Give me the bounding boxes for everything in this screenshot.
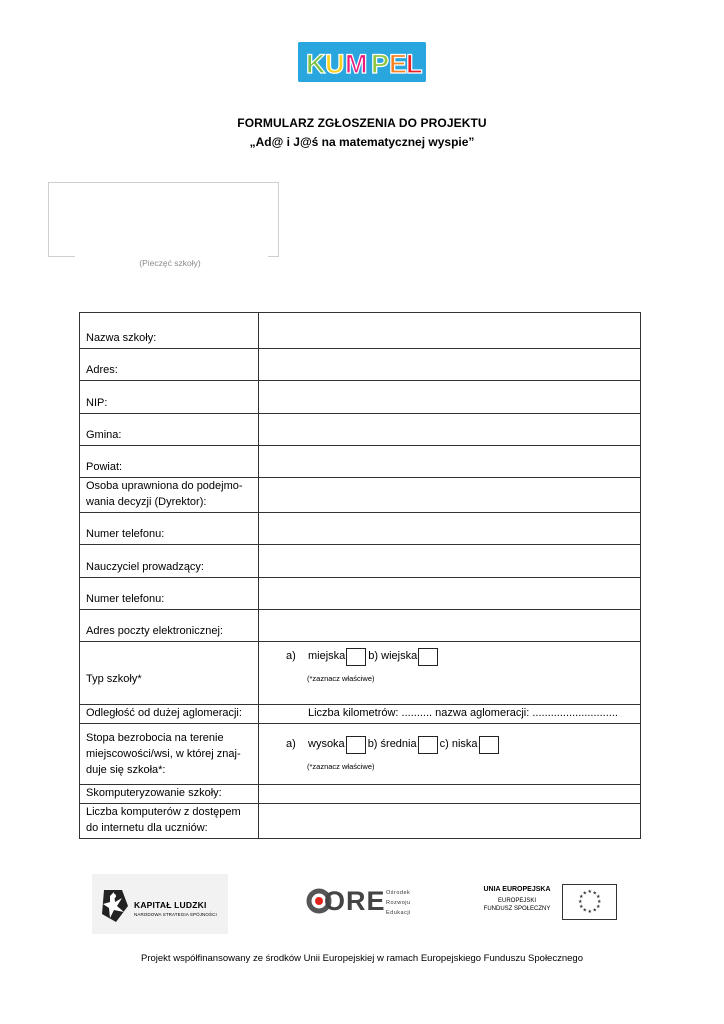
commune-field[interactable] bbox=[259, 414, 641, 446]
unemployment-label-line2: miejscowości/wsi, w której znaj- bbox=[86, 748, 241, 760]
ore-logo bbox=[306, 884, 416, 924]
kapital-ludzki-logo bbox=[92, 874, 228, 934]
authorized-person-field[interactable] bbox=[259, 478, 641, 513]
unemployment-note: (*zaznacz właściwe) bbox=[307, 762, 375, 771]
svg-text:E: E bbox=[389, 49, 408, 79]
svg-text:U: U bbox=[325, 49, 345, 79]
svg-text:P: P bbox=[371, 49, 390, 79]
computerization-label: Skomputeryzowanie szkoły: bbox=[80, 785, 259, 804]
email-label: Adres poczty elektronicznej: bbox=[80, 610, 259, 642]
svg-text:★: ★ bbox=[579, 894, 584, 900]
unemployment-label bbox=[80, 724, 259, 785]
svg-text:★: ★ bbox=[587, 909, 592, 915]
svg-text:★: ★ bbox=[582, 907, 587, 914]
school-stamp-area bbox=[48, 182, 279, 257]
svg-text:★: ★ bbox=[596, 894, 601, 900]
county-field[interactable] bbox=[259, 446, 641, 478]
authorized-person-label-line1: Osoba uprawniona do podejmo- bbox=[86, 480, 243, 492]
school-type-urban-checkbox[interactable] bbox=[346, 648, 366, 666]
unemployment-options bbox=[259, 724, 641, 785]
phone-label: Numer telefonu: bbox=[80, 513, 259, 545]
unemployment-low-checkbox[interactable] bbox=[479, 736, 499, 754]
kumpel-logo bbox=[298, 42, 426, 82]
unemployment-medium-checkbox[interactable] bbox=[418, 736, 438, 754]
kapital-ludzki-emblem-icon bbox=[100, 888, 130, 924]
cofinancing-note: Projekt współfinansowany ze środków Unii Europejskiej w ramach Europejskiego Funduszu Społecznego bbox=[141, 953, 583, 964]
svg-text:★: ★ bbox=[597, 899, 602, 905]
school-type-rural-checkbox[interactable] bbox=[418, 648, 438, 666]
teacher-field[interactable] bbox=[259, 545, 641, 578]
unemployment-label-line1: Stopa bezrobocia na terenie bbox=[86, 732, 224, 744]
nip-field[interactable] bbox=[259, 381, 641, 414]
svg-text:★: ★ bbox=[592, 907, 597, 914]
address-label: Adres: bbox=[80, 349, 259, 381]
ore-side-line3: Edukacji bbox=[386, 910, 411, 916]
computers-label bbox=[80, 804, 259, 839]
computerization-field[interactable] bbox=[259, 785, 641, 804]
svg-text:★: ★ bbox=[582, 890, 587, 897]
school-type-urban-label: miejska bbox=[308, 650, 346, 662]
svg-text:K: K bbox=[306, 49, 326, 79]
county-label: Powiat: bbox=[80, 446, 259, 478]
phone-field[interactable] bbox=[259, 513, 641, 545]
unemployment-low-label: c) niska bbox=[439, 738, 478, 750]
unemployment-medium-label: b) średnia bbox=[367, 738, 417, 750]
commune-label: Gmina: bbox=[80, 414, 259, 446]
kapital-ludzki-subtitle: NARODOWA STRATEGIA SPÓJNOŚCI bbox=[134, 912, 217, 917]
svg-text:★: ★ bbox=[596, 904, 601, 910]
school-type-options bbox=[259, 642, 641, 705]
school-type-note: (*zaznacz właściwe) bbox=[307, 674, 375, 683]
project-name: „Ad@ i J@ś na matematycznej wyspie” bbox=[249, 135, 475, 149]
computers-label-line1: Liczba komputerów z dostępem bbox=[86, 806, 241, 818]
unemployment-high-label: wysoka bbox=[308, 738, 345, 750]
kapital-ludzki-title: KAPITAŁ LUDZKI bbox=[134, 900, 207, 910]
computers-label-line2: do internetu dla uczniów: bbox=[86, 822, 208, 834]
sponsor-logos bbox=[0, 868, 724, 934]
eu-fund-line1: EUROPEJSKI bbox=[497, 898, 536, 904]
school-type-letter-a: a) bbox=[286, 650, 296, 662]
address-field[interactable] bbox=[259, 349, 641, 381]
school-stamp-label: (Pieczęć szkoły) bbox=[139, 258, 201, 268]
unemployment-high-checkbox[interactable] bbox=[346, 736, 366, 754]
svg-text:★: ★ bbox=[587, 889, 592, 895]
computers-field[interactable] bbox=[259, 804, 641, 839]
ore-side-line2: Rozwoju bbox=[386, 900, 411, 906]
form-title: FORMULARZ ZGŁOSZENIA DO PROJEKTU bbox=[237, 116, 487, 130]
authorized-person-label bbox=[80, 478, 259, 513]
svg-text:★: ★ bbox=[578, 899, 583, 905]
unemployment-label-line3: duje się szkoła*: bbox=[86, 764, 166, 776]
ore-wordmark: ORE bbox=[324, 886, 386, 916]
svg-text:M: M bbox=[345, 49, 368, 79]
svg-text:L: L bbox=[406, 49, 423, 79]
teacher-phone-field[interactable] bbox=[259, 578, 641, 610]
application-form-table bbox=[79, 312, 641, 839]
school-name-field[interactable] bbox=[259, 313, 641, 349]
nip-label: NIP: bbox=[80, 381, 259, 414]
eu-flag-icon bbox=[562, 884, 617, 920]
ore-side-text bbox=[386, 888, 411, 918]
ore-side-line1: Ośrodek bbox=[386, 890, 411, 896]
school-name-label: Nazwa szkoły: bbox=[80, 313, 259, 349]
school-type-rural-label: b) wiejska bbox=[368, 650, 418, 662]
school-type-label: Typ szkoły* bbox=[80, 642, 259, 705]
email-field[interactable] bbox=[259, 610, 641, 642]
svg-text:★: ★ bbox=[579, 904, 584, 910]
unemployment-letter-a: a) bbox=[286, 738, 296, 750]
eu-title: UNIA EUROPEJSKA bbox=[483, 886, 551, 893]
distance-field[interactable]: Liczba kilometrów: .......... nazwa aglomeracji: ............................ bbox=[259, 705, 641, 724]
distance-label: Odległość od dużej aglomeracji: bbox=[80, 705, 259, 724]
teacher-phone-label: Numer telefonu: bbox=[80, 578, 259, 610]
svg-text:★: ★ bbox=[592, 890, 597, 897]
authorized-person-label-line2: wania decyzji (Dyrektor): bbox=[86, 496, 207, 508]
teacher-label: Nauczyciel prowadzący: bbox=[80, 545, 259, 578]
eu-fund-line2: FUNDUSZ SPOŁECZNY bbox=[483, 906, 551, 912]
